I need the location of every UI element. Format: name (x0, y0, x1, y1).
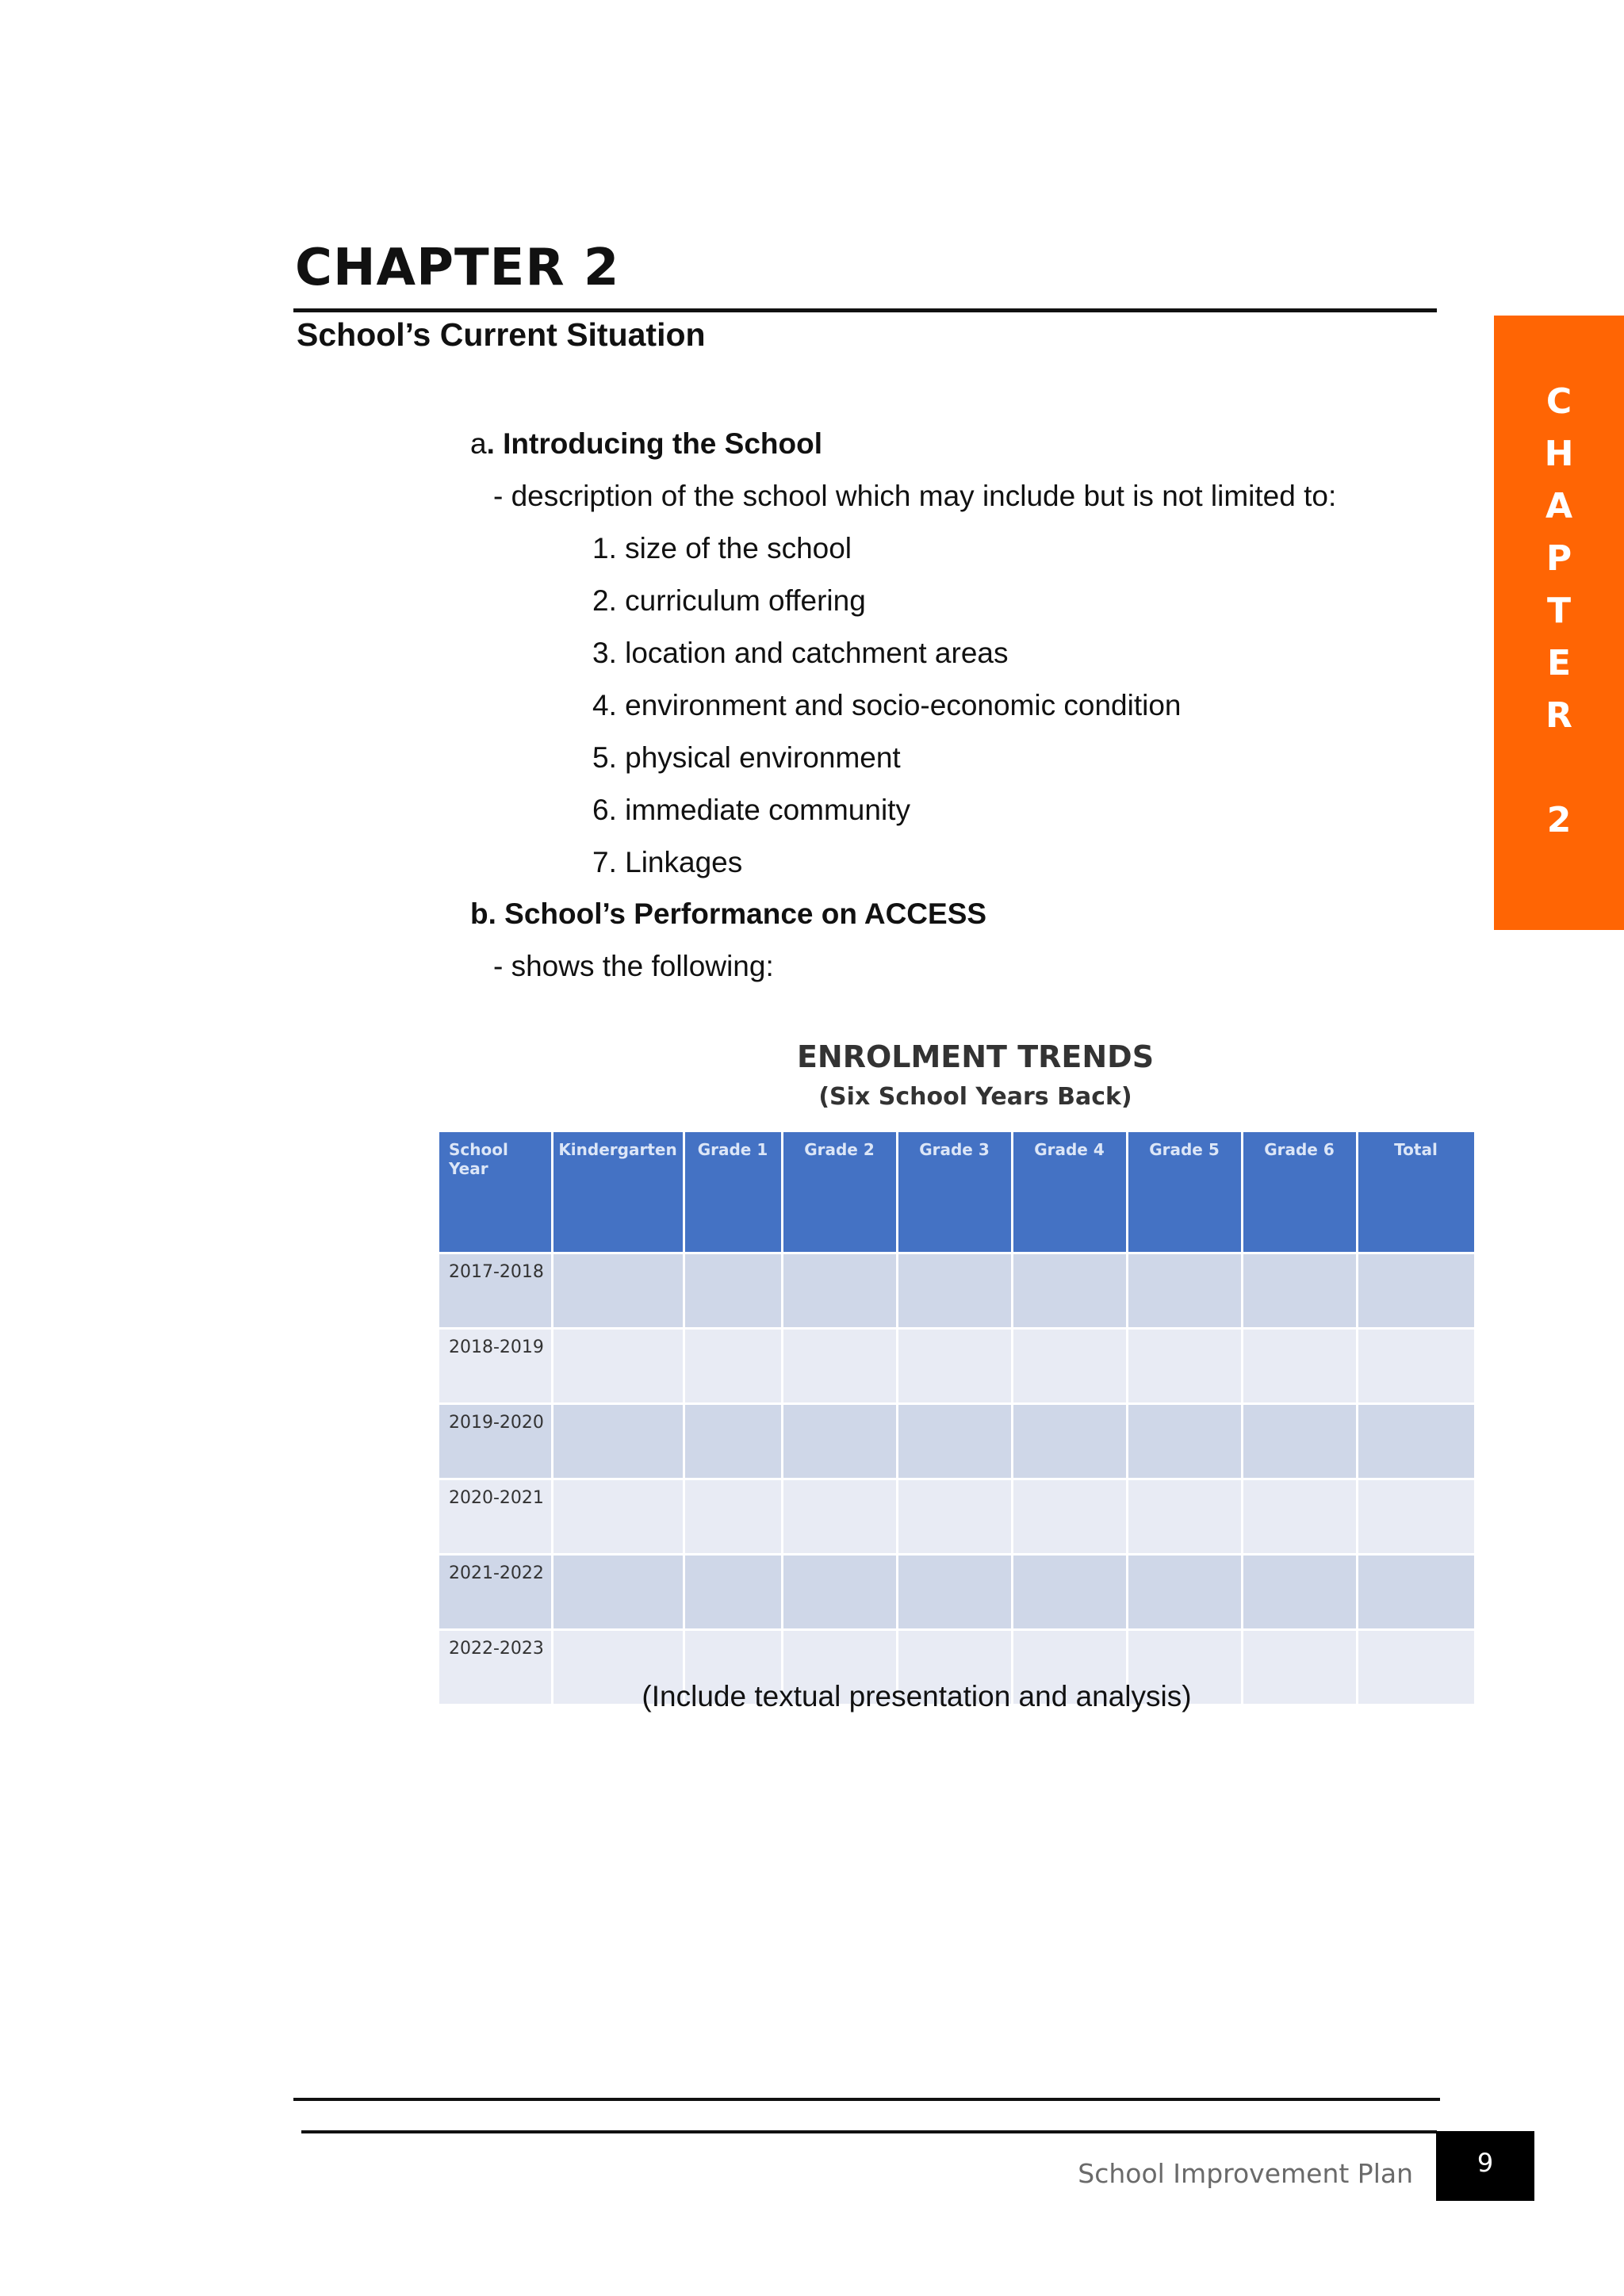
table-row (439, 1329, 1475, 1404)
table-cell (684, 1404, 782, 1479)
list-item: 7. Linkages (592, 846, 743, 878)
side-tab-letter: H (1544, 434, 1574, 474)
section-a-letter: a (470, 427, 487, 460)
enrolment-table-title: ENROLMENT TRENDS (796, 1039, 1155, 1074)
table-cell (782, 1479, 897, 1555)
column-header: Kindergarten (552, 1132, 684, 1253)
table-cell (1357, 1404, 1475, 1479)
section-a-heading (470, 427, 822, 461)
section-a-title: . Introducing the School (486, 427, 823, 460)
table-cell (684, 1555, 782, 1630)
section-b-heading: b. School’s Performance on ACCESS (470, 897, 987, 930)
school-year-cell: 2019-2020 (439, 1404, 552, 1479)
table-cell (1127, 1404, 1242, 1479)
table-cell (1242, 1555, 1357, 1630)
table-cell (552, 1479, 684, 1555)
table-cell (897, 1404, 1012, 1479)
table-row (439, 1479, 1475, 1555)
table-cell (1012, 1555, 1127, 1630)
table-cell (684, 1253, 782, 1329)
side-tab-letter: E (1546, 643, 1572, 683)
table-cell (1127, 1479, 1242, 1555)
table-header-row (439, 1132, 1475, 1253)
table-cell (1127, 1253, 1242, 1329)
footer-title: School Improvement Plan (1078, 2158, 1413, 2189)
chapter-subtitle: School’s Current Situation (297, 316, 706, 353)
column-header: Grade 4 (1012, 1132, 1127, 1253)
list-item: 3. location and catchment areas (592, 637, 1009, 669)
section-b-description: - shows the following: (493, 950, 774, 982)
table-cell (1012, 1479, 1127, 1555)
side-tab-letter: T (1546, 591, 1571, 631)
side-tab-number: 2 (1546, 800, 1572, 840)
table-cell (782, 1329, 897, 1404)
side-tab-letter: C (1545, 381, 1572, 422)
table-cell (552, 1329, 684, 1404)
table-cell (1242, 1253, 1357, 1329)
table-cell (1012, 1404, 1127, 1479)
column-header: Grade 6 (1242, 1132, 1357, 1253)
header-rule (293, 308, 1437, 312)
column-header: Grade 5 (1127, 1132, 1242, 1253)
table-row (439, 1555, 1475, 1630)
table-cell (1357, 1479, 1475, 1555)
table-cell (684, 1479, 782, 1555)
table-cell (552, 1555, 684, 1630)
enrolment-table (439, 1132, 1477, 1704)
side-tab-letter: R (1545, 695, 1572, 736)
column-header: Grade 1 (684, 1132, 782, 1253)
school-year-cell: 2018-2019 (439, 1329, 552, 1404)
table-cell (552, 1404, 684, 1479)
footer-rule-top (293, 2098, 1440, 2101)
list-item: 6. immediate community (592, 794, 910, 826)
list-item: 5. physical environment (592, 741, 901, 774)
enrolment-table-subtitle: (Six School Years Back) (818, 1083, 1132, 1111)
analysis-note: (Include textual presentation and analysis) (642, 1680, 1192, 1712)
table-cell (782, 1404, 897, 1479)
table-cell (1357, 1555, 1475, 1630)
column-header: Grade 2 (782, 1132, 897, 1253)
section-a-description: - description of the school which may include but is not limited to: (493, 480, 1337, 512)
list-item: 2. curriculum offering (592, 584, 866, 617)
list-item: 4. environment and socio-economic condition (592, 689, 1182, 721)
table-cell (684, 1329, 782, 1404)
school-year-cell: 2021-2022 (439, 1555, 552, 1630)
table-cell (782, 1555, 897, 1630)
column-header: Total (1357, 1132, 1475, 1253)
table-cell (897, 1253, 1012, 1329)
table-cell (1357, 1253, 1475, 1329)
table-cell (1012, 1253, 1127, 1329)
table-cell (1357, 1329, 1475, 1404)
table-row (439, 1253, 1475, 1329)
table-row (439, 1404, 1475, 1479)
chapter-title: CHAPTER 2 (295, 239, 620, 297)
column-header: School Year (439, 1132, 552, 1253)
table-cell (1012, 1329, 1127, 1404)
table-cell (1242, 1404, 1357, 1479)
page-number: 9 (1436, 2131, 1534, 2201)
table-cell (552, 1253, 684, 1329)
list-item: 1. size of the school (592, 532, 852, 564)
table-cell (897, 1479, 1012, 1555)
side-tab-letter: A (1545, 486, 1573, 526)
chapter-side-tab (1494, 316, 1624, 930)
footer-rule (301, 2130, 1437, 2133)
school-year-cell: 2017-2018 (439, 1253, 552, 1329)
table-cell (782, 1253, 897, 1329)
school-year-cell: 2022-2023 (439, 1630, 552, 1705)
school-year-cell: 2020-2021 (439, 1479, 552, 1555)
table-cell (1242, 1479, 1357, 1555)
table-cell (897, 1329, 1012, 1404)
table-cell (1127, 1555, 1242, 1630)
side-tab-letter: P (1545, 538, 1572, 579)
column-header: Grade 3 (897, 1132, 1012, 1253)
table-cell (1242, 1329, 1357, 1404)
table-cell (1127, 1329, 1242, 1404)
table-cell (897, 1555, 1012, 1630)
